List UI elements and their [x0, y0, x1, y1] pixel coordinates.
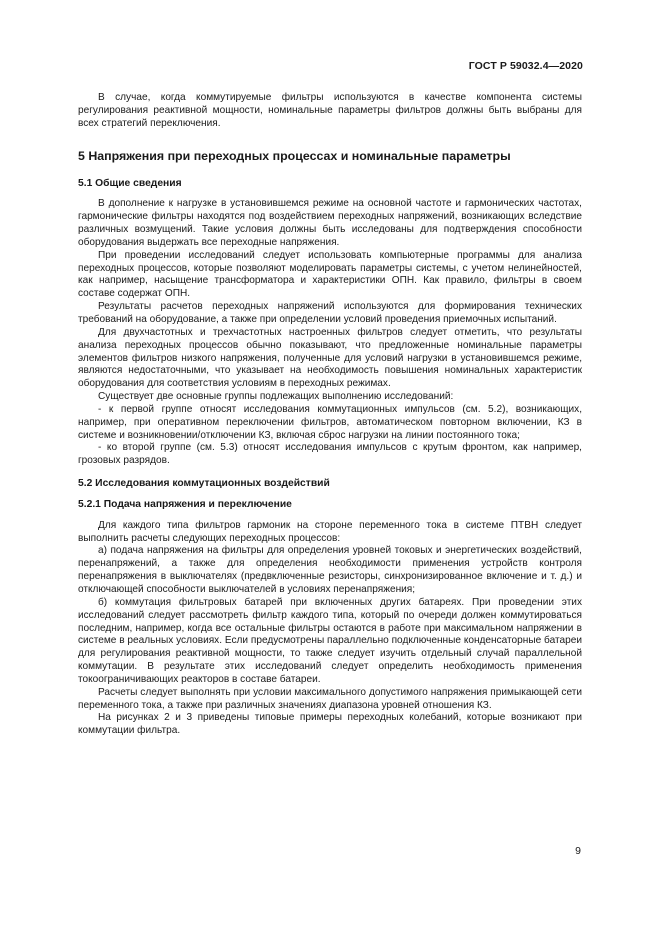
section-5-1-list-item: - к первой группе относят исследования коммутационных импульсов (см. 5.2), возникающих, например, при оперативном переключении фильтров, автоматическом повторном включении, КЗ в системе и возникновении/отключении КЗ, включая сброс нагрузки на линии постоянного тока;	[78, 403, 582, 441]
section-5-2-1-list-item: а) подача напряжения на фильтры для определения уровней токовых и энергетических воздействий, перенапряжений, а также для определения необходимости применения устройств контроля перенапряжения в выключателях (предвключенные резисторы, синхронизированное включение и т. д.) и отключающей способности выключателей в условиях перенапряжения;	[78, 545, 582, 595]
section-5-1-paragraph: Существует две основные группы подлежащих выполнению исследований:	[98, 391, 454, 403]
section-5-1-paragraph: Результаты расчетов переходных напряжений используются для формирования технических требований на оборудование, а также при определении условий проведения приемочных испытаний.	[78, 301, 582, 325]
section-5-2-1-paragraph: На рисунках 2 и 3 приведены типовые примеры переходных колебаний, которые возникают при коммутации фильтра.	[78, 712, 582, 737]
section-5-1-paragraph: В дополнение к нагрузке в установившемся режиме на основной частоте и гармонических частотах, гармонические фильтры находятся под воздействием переходных напряжений, возникающих вследствие различных возмущений. Такие условия должны быть исследованы для подтверждения способности оборудования выдержать все переходные напряжения.	[78, 198, 582, 248]
section-5-title: 5 Напряжения при переходных процессах и номинальные параметры	[78, 148, 511, 163]
section-5-1-list-item: - ко второй группе (см. 5.3) относят исследования импульсов с крутым фронтом, как например, грозовых разрядов.	[78, 442, 582, 467]
section-5-2-1-paragraph: Расчеты следует выполнять при условии максимального допустимого напряжения примыкающей сети переменного тока, а также при различных значениях диапазона уровней отношения КЗ.	[78, 686, 582, 711]
document-code-header: ГОСТ Р 59032.4—2020	[468, 60, 583, 72]
document-body	[78, 92, 582, 738]
intro-paragraph: В случае, когда коммутируемые фильтры используются в качестве компонента системы регулирования реактивной мощности, номинальные параметры фильтров должны быть выбраны для всех стратегий переключения.	[78, 92, 582, 129]
section-5-2-title: 5.2 Исследования коммутационных воздействий	[78, 478, 330, 490]
section-5-1-paragraph: При проведении исследований следует использовать компьютерные программы для анализа переходных процессов, которые позволяют моделировать параметры системы, с учетом нелинейностей, как например, насыщение трансформатора и характеристики ОПН. Как правило, фильтры в своем составе содержат ОПН.	[78, 249, 582, 300]
section-5-1-paragraph: Для двухчастотных и трехчастотных настроенных фильтров следует отметить, что результаты анализа переходных процессов обычно показывают, что предложенные номинальные параметры элементов фильтров низкого напряжения, полученные для условий нагрузки в установившемся режиме, являются недостаточными, что указывает на необходимость повышения номинальных характеристик оборудования для соответствия условиям в переходных режимах.	[78, 326, 582, 390]
section-5-2-1-paragraph: Для каждого типа фильтров гармоник на стороне переменного тока в системе ПТВН следует выполнить расчеты следующих переходных процессов:	[78, 519, 582, 544]
page-number: 9	[575, 845, 581, 857]
section-5-2-1-title: 5.2.1 Подача напряжения и переключение	[78, 498, 292, 510]
section-5-1-title: 5.1 Общие сведения	[78, 177, 182, 189]
spacer	[78, 468, 582, 478]
section-5-2-1-list-item: б) коммутация фильтровых батарей при включенных других батареях. При проведении этих исследований следует рассмотреть фильтр каждого типа, который по очереди должен коммутироваться последним, например, когда все остальные фильтры остаются в работе при максимальном напряжении в системе в реальных условиях. Если предусмотрены параллельно подключенные конденсаторные батареи для регулирования реактивной мощности, то также следует изучить отдельный случай параллельной коммутации. В результате этих исследований следует определить необходимость применения токоограничивающих реакторов в составе батареи.	[78, 596, 582, 685]
